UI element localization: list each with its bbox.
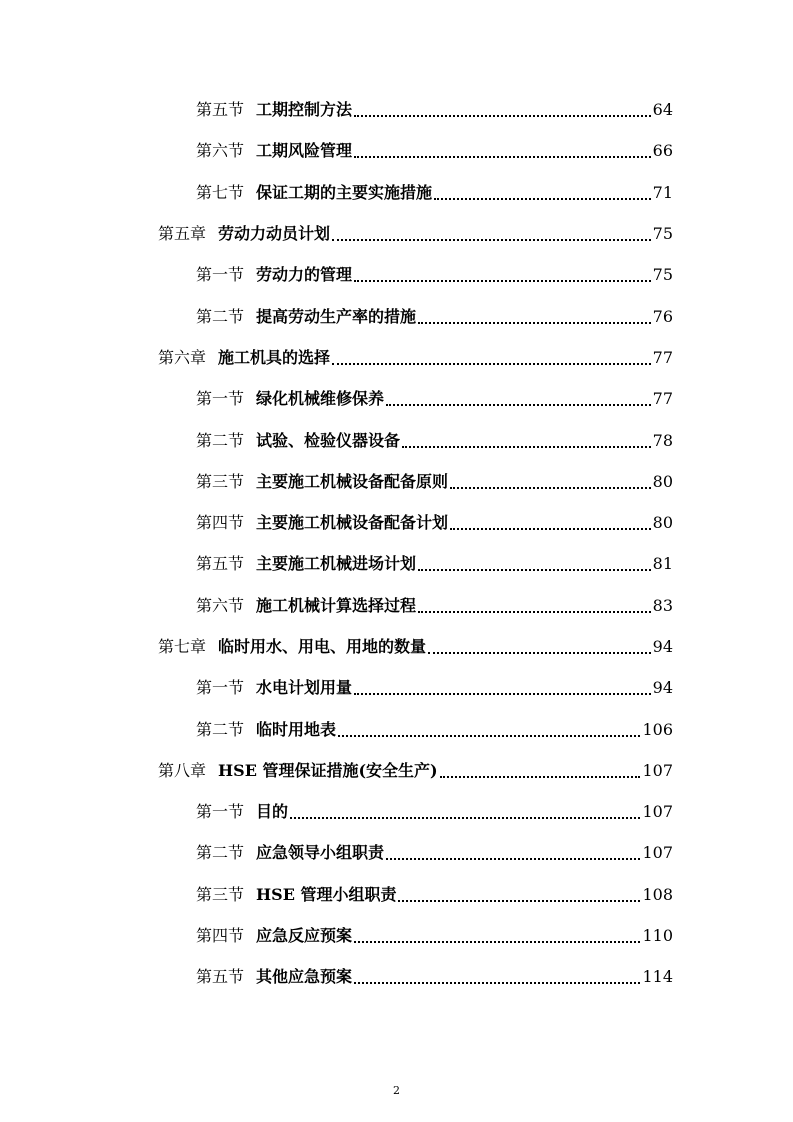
- toc-entry-label: 第三节: [196, 471, 245, 491]
- toc-entry-title: 试验、检验仪器设备: [256, 430, 401, 450]
- dot-leader: [428, 626, 651, 667]
- toc-entry-page: 80: [652, 513, 673, 533]
- toc-entry-title: 绿化机械维修保养: [256, 389, 385, 409]
- dot-leader: [354, 956, 640, 997]
- toc-entry-page: 107: [642, 843, 673, 863]
- toc-entry-page: 75: [652, 265, 673, 285]
- dot-leader: [332, 337, 651, 378]
- toc-entry-title: 工期风险管理: [256, 141, 353, 161]
- toc-entry-page: 94: [652, 637, 673, 656]
- toc-entry-title: 劳动力动员计划: [218, 224, 331, 244]
- page-number: 2: [393, 1084, 400, 1097]
- toc-entry-title: 保证工期的主要实施措施: [256, 182, 433, 202]
- dot-leader: [402, 420, 651, 461]
- toc-entry-title: 应急领导小组职责: [256, 843, 385, 863]
- toc-entry-label: 第二节: [196, 843, 245, 863]
- toc-entry-title: 临时用水、用电、用地的数量: [218, 637, 427, 656]
- toc-entry[interactable]: [0, 667, 793, 708]
- dot-leader: [338, 709, 640, 750]
- toc-entry-page: 106: [642, 719, 673, 739]
- toc-entry-page: 110: [642, 926, 673, 946]
- toc-entry-page: 94: [652, 678, 673, 698]
- toc-entry[interactable]: [0, 461, 793, 502]
- toc-entry-label: 第七节: [196, 182, 245, 202]
- toc-entry-label: 第三节: [196, 884, 245, 904]
- toc-entry[interactable]: [0, 419, 793, 460]
- toc-entry-page: 78: [652, 430, 673, 450]
- toc-chapter-entry[interactable]: [0, 626, 793, 667]
- toc-entry-label: 第一节: [196, 802, 245, 822]
- toc-entry-label: 第一节: [196, 678, 245, 698]
- toc-entry-label: 第六章: [158, 347, 207, 367]
- toc-entry-title: 目的: [256, 802, 289, 822]
- toc-entry-title: 工期控制方法: [256, 100, 353, 120]
- toc-entry[interactable]: [0, 172, 793, 213]
- toc-entry-title: 提高劳动生产率的措施: [256, 306, 417, 326]
- toc-entry-label: 第六节: [196, 595, 245, 615]
- dot-leader: [398, 874, 640, 915]
- toc-chapter-entry[interactable]: [0, 213, 793, 254]
- toc-entry-label: 第五节: [196, 100, 245, 120]
- toc-entry-page: 76: [652, 306, 673, 326]
- toc-chapter-entry[interactable]: [0, 337, 793, 378]
- toc-entry-title: 应急反应预案: [256, 926, 353, 946]
- dot-leader: [418, 296, 651, 337]
- toc-entry-label: 第六节: [196, 141, 245, 161]
- toc-entry[interactable]: [0, 791, 793, 832]
- toc-entry-page: 107: [642, 760, 673, 780]
- toc-entry[interactable]: [0, 915, 793, 956]
- toc-entry-page: 108: [642, 884, 673, 904]
- dot-leader: [354, 667, 651, 708]
- toc-entry-page: 77: [652, 347, 673, 367]
- toc-entry-page: 77: [652, 389, 673, 409]
- toc-entry-title: 主要施工机械设备配备原则: [256, 471, 449, 491]
- toc-entry-title: 水电计划用量: [256, 678, 353, 698]
- toc-entry-title: HSE 管理保证措施(安全生产): [218, 760, 438, 780]
- toc-entry[interactable]: [0, 130, 793, 171]
- toc-entry-page: 83: [652, 595, 673, 615]
- toc-entry-title: 劳动力的管理: [256, 265, 353, 285]
- dot-leader: [354, 89, 651, 130]
- toc-entry[interactable]: [0, 874, 793, 915]
- toc-entry-page: 66: [652, 141, 673, 161]
- toc-chapter-entry[interactable]: [0, 750, 793, 791]
- toc-entry-title: HSE 管理小组职责: [256, 884, 397, 904]
- toc-entry-page: 80: [652, 471, 673, 491]
- dot-leader: [450, 461, 651, 502]
- toc-entry[interactable]: [0, 585, 793, 626]
- toc-entry[interactable]: [0, 832, 793, 873]
- toc-entry-title: 施工机具的选择: [218, 347, 331, 367]
- toc-entry-label: 第二节: [196, 430, 245, 450]
- table-of-contents: [0, 89, 793, 998]
- toc-entry[interactable]: [0, 295, 793, 336]
- toc-entry-label: 第四节: [196, 513, 245, 533]
- toc-entry-page: 71: [652, 182, 673, 202]
- dot-leader: [386, 832, 640, 873]
- dot-leader: [440, 750, 641, 791]
- toc-entry-label: 第一节: [196, 265, 245, 285]
- toc-entry-label: 第二节: [196, 719, 245, 739]
- toc-entry-label: 第五节: [196, 554, 245, 574]
- dot-leader: [354, 254, 651, 295]
- toc-entry[interactable]: [0, 254, 793, 295]
- toc-entry[interactable]: [0, 956, 793, 997]
- toc-entry-label: 第一节: [196, 389, 245, 409]
- toc-entry-page: 114: [642, 967, 673, 987]
- toc-entry[interactable]: [0, 543, 793, 584]
- toc-entry-title: 主要施工机械设备配备计划: [256, 513, 449, 533]
- toc-entry-page: 64: [652, 100, 673, 120]
- toc-entry-label: 第八章: [158, 760, 207, 780]
- toc-entry-title: 施工机械计算选择过程: [256, 595, 417, 615]
- dot-leader: [386, 378, 651, 419]
- dot-leader: [450, 502, 651, 543]
- toc-entry-title: 主要施工机械进场计划: [256, 554, 417, 574]
- dot-leader: [354, 915, 640, 956]
- toc-entry[interactable]: [0, 89, 793, 130]
- dot-leader: [418, 585, 651, 626]
- dot-leader: [418, 543, 651, 584]
- toc-entry-title: 临时用地表: [256, 719, 337, 739]
- toc-entry-label: 第七章: [158, 637, 207, 656]
- dot-leader: [332, 213, 651, 254]
- toc-entry-label: 第五章: [158, 224, 207, 244]
- toc-entry-title: 其他应急预案: [256, 967, 353, 987]
- toc-entry-label: 第二节: [196, 306, 245, 326]
- toc-entry[interactable]: [0, 378, 793, 419]
- toc-entry-label: 第四节: [196, 926, 245, 946]
- toc-entry-page: 107: [642, 802, 673, 822]
- toc-entry[interactable]: [0, 708, 793, 749]
- toc-entry-page: 81: [652, 554, 673, 574]
- toc-entry[interactable]: [0, 502, 793, 543]
- dot-leader: [290, 791, 640, 832]
- toc-entry-label: 第五节: [196, 967, 245, 987]
- dot-leader: [354, 130, 651, 171]
- dot-leader: [434, 172, 651, 213]
- toc-entry-page: 75: [652, 224, 673, 244]
